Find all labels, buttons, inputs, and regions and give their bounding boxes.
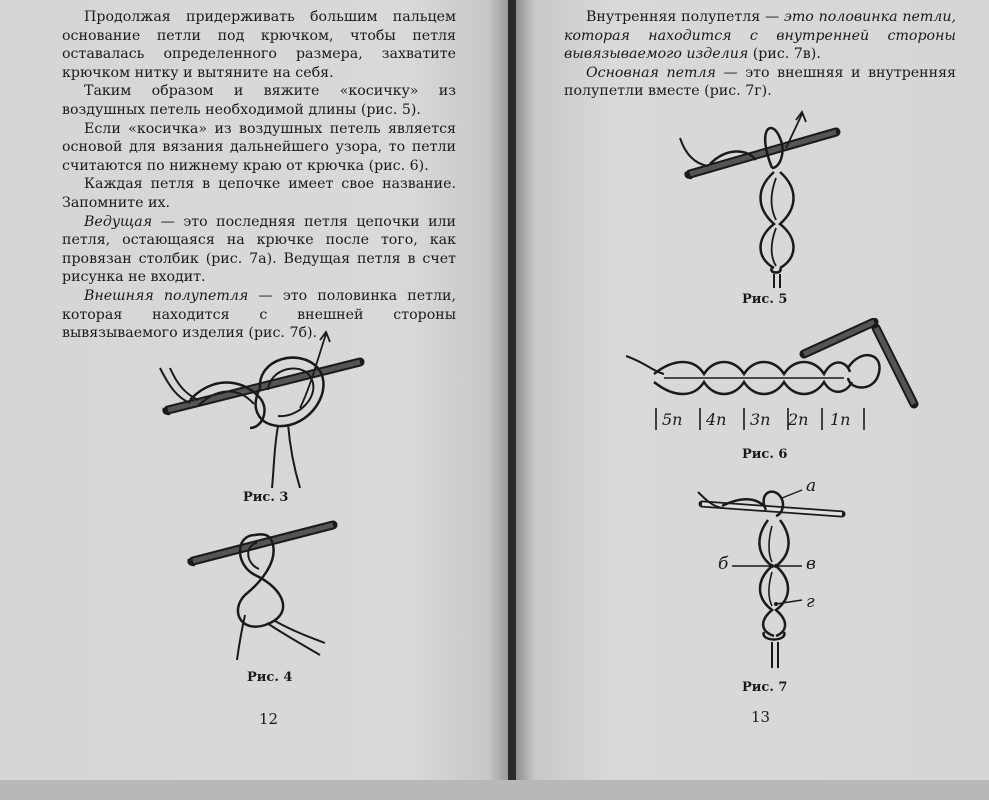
- figure-6-label: 4п: [706, 410, 727, 429]
- figure-4-caption: Рис. 4: [247, 670, 293, 685]
- figure-3-hook-loop: [150, 328, 380, 488]
- paragraph: Если «косичка» из воздушных петель является основой для вязания дальнейшего узора, то петли считаются по нижнему краю от крючка (рис. 6).: [62, 120, 456, 174]
- book-edge: [0, 780, 989, 800]
- right-page: [516, 0, 989, 790]
- figure-6-label: 1п: [830, 410, 851, 429]
- left-page-text: [62, 8, 456, 343]
- figure-7-label-a: а: [806, 476, 817, 496]
- figure-5-chain: [676, 108, 856, 288]
- paragraph: Ведущая — это последняя петля цепочки или петля, остающаяся на крючке после того, как провязан столбик (рис. 7а). Ведущая петля в счет рисунка не входит.: [62, 213, 456, 286]
- paragraph: Внутренняя полупетля — это половинка петли, которая находится с внутренней стороны вывязываемого изделия (рис. 7в).: [564, 9, 956, 63]
- figure-7-caption: Рис. 7: [742, 680, 788, 695]
- figure-3-caption: Рис. 3: [243, 490, 289, 505]
- page-number: 12: [259, 710, 279, 728]
- paragraph: Таким образом и вяжите «косичку» из воздушных петель необходимой длины (рис. 5).: [62, 83, 456, 118]
- paragraph: Основная петля — это внешняя и внутренняя полупетли вместе (рис. 7г).: [564, 64, 956, 100]
- figure-6-label: 3п: [750, 410, 771, 429]
- paragraph: Каждая петля в цепочке имеет свое название. Запомните их.: [62, 176, 456, 211]
- figure-7-label-v: в: [806, 554, 816, 574]
- figure-5-caption: Рис. 5: [742, 292, 788, 307]
- figure-4-eight-loop: [185, 515, 345, 665]
- figure-6-caption: Рис. 6: [742, 447, 788, 462]
- figure-7-label-b: б: [718, 554, 729, 574]
- figure-7-label-g: г: [806, 592, 815, 612]
- right-page-text: [564, 8, 956, 101]
- gutter: [508, 0, 516, 790]
- figure-6-label: 5п: [662, 410, 683, 429]
- page-number: 13: [751, 708, 771, 726]
- figure-6-label: 2п: [788, 410, 809, 429]
- paragraph: Продолжая придерживать большим пальцем основание петли под крючком, чтобы петля оставалась определенного размера, захватите крючком нитку и вытяните на себя.: [62, 9, 456, 81]
- paragraph: Внешняя полупетля — это половинка петли, которая находится с внешней стороны вывязываемого изделия (рис. 7б).: [62, 287, 456, 342]
